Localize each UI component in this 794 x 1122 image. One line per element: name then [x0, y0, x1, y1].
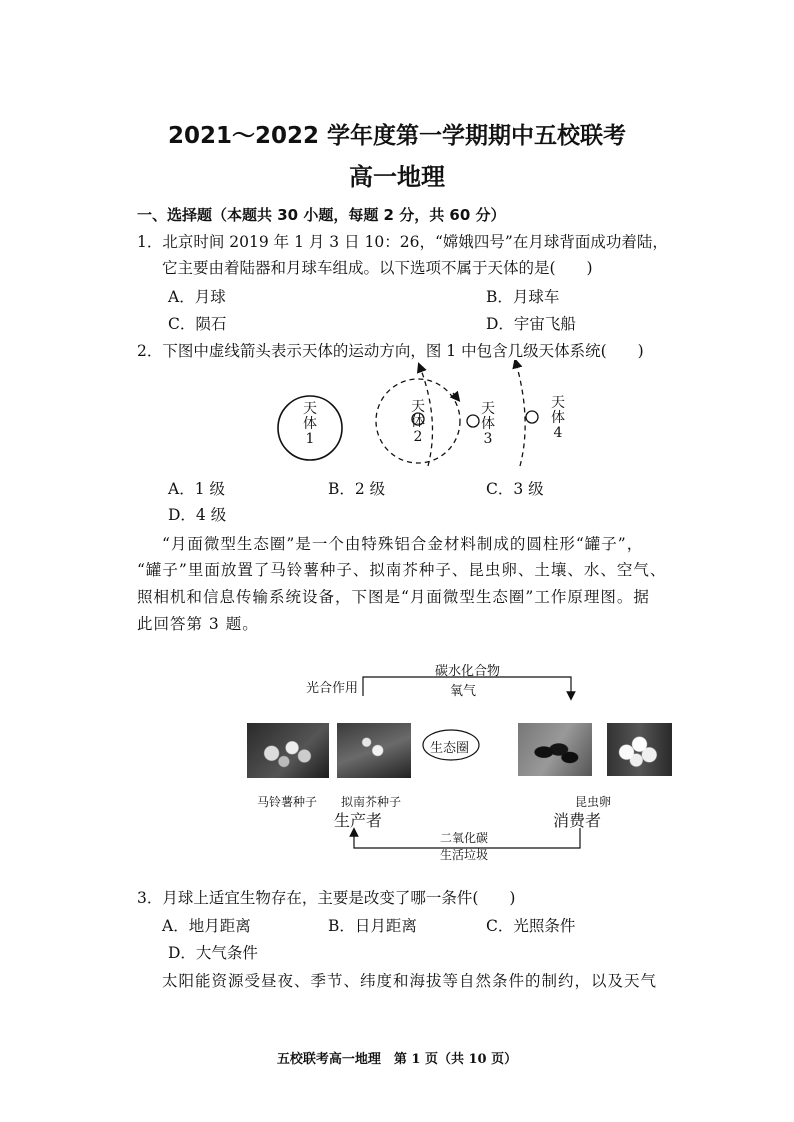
q2-option-b: B．2 级: [328, 480, 386, 498]
q1-option-b: B．月球车: [486, 288, 560, 306]
insect-egg-photo-1: [518, 723, 592, 776]
q3-stem: 3．月球上适宜生物存在，主要是改变了哪一条件( ): [137, 889, 516, 907]
q1-stem-line1: 1．北京时间 2019 年 1 月 3 日 10：26，“嫦娥四号”在月球背面成功着陆，: [137, 233, 668, 251]
body4-label: 天 体 4: [551, 395, 565, 441]
consumer-label: 消费者: [553, 811, 602, 830]
co2-label: 二氧化碳: [440, 831, 489, 845]
passage1-line3: 照相机和信息传输系统设备，下图是“月面微型生态圈”工作原理图。据: [137, 588, 650, 606]
body2-label: 天 体 2: [411, 399, 425, 445]
body4-path-arrow: [516, 363, 525, 466]
garbage-label: 生活垃圾: [440, 848, 489, 862]
q1-option-c: C．陨石: [168, 315, 227, 333]
potato-seed-photo: [247, 723, 329, 778]
passage1-line4: 此回答第 3 题。: [137, 615, 259, 633]
q2-option-c: C．3 级: [486, 480, 544, 498]
arabidopsis-seed-photo: [337, 723, 411, 778]
arabidopsis-seed-label: 拟南芥种子: [341, 795, 402, 809]
q2-option-d: D．4 级: [168, 506, 227, 524]
q3-option-a: A．地月距离: [162, 917, 251, 935]
q3-option-c: C．光照条件: [486, 917, 576, 935]
body1-label: 天 体 1: [303, 401, 317, 447]
insect-egg-label: 昆虫卵: [575, 795, 612, 809]
q2-stem: 2．下图中虚线箭头表示天体的运动方向，图 1 中包含几级天体系统( ): [137, 342, 644, 360]
body4-circle: [526, 411, 538, 423]
section-heading: 一、选择题（本题共 30 小题，每题 2 分，共 60 分）: [137, 206, 506, 224]
potato-seed-label: 马铃薯种子: [257, 795, 318, 809]
passage1-line1: “月面微型生态圈”是一个由特殊铝合金材料制成的圆柱形“罐子”，: [162, 535, 644, 553]
exam-subtitle: 高一地理: [349, 163, 445, 191]
q1-option-d: D．宇宙飞船: [486, 315, 576, 333]
body3-label: 天 体 3: [481, 401, 495, 447]
q3-option-b: B．日月距离: [328, 917, 417, 935]
passage2-line1: 太阳能资源受昼夜、季节、纬度和海拔等自然条件的制约，以及天气: [162, 972, 658, 990]
passage1-line2: “罐子”里面放置了马铃薯种子、拟南芥种子、昆虫卵、土壤、水、空气、: [137, 561, 667, 579]
oxygen-label: 氧气: [450, 684, 477, 699]
q1-stem-line2: 它主要由着陆器和月球车组成。以下选项不属于天体的是( ): [162, 259, 593, 277]
page-footer: 五校联考高一地理 第 1 页（共 10 页）: [276, 1052, 518, 1067]
q2-option-a: A．1 级: [168, 480, 225, 498]
insect-egg-photo-2: [607, 723, 672, 776]
q3-option-d: D．大气条件: [168, 944, 258, 962]
q1-option-a: A．月球: [168, 288, 226, 306]
exam-title: 2021～2022 学年度第一学期期中五校联考: [167, 123, 627, 149]
ecosphere-center-label: 生态圈: [430, 741, 470, 756]
producer-label: 生产者: [334, 811, 383, 830]
carbohydrate-label: 碳水化合物: [435, 664, 501, 679]
photosynthesis-label: 光合作用: [306, 681, 359, 696]
